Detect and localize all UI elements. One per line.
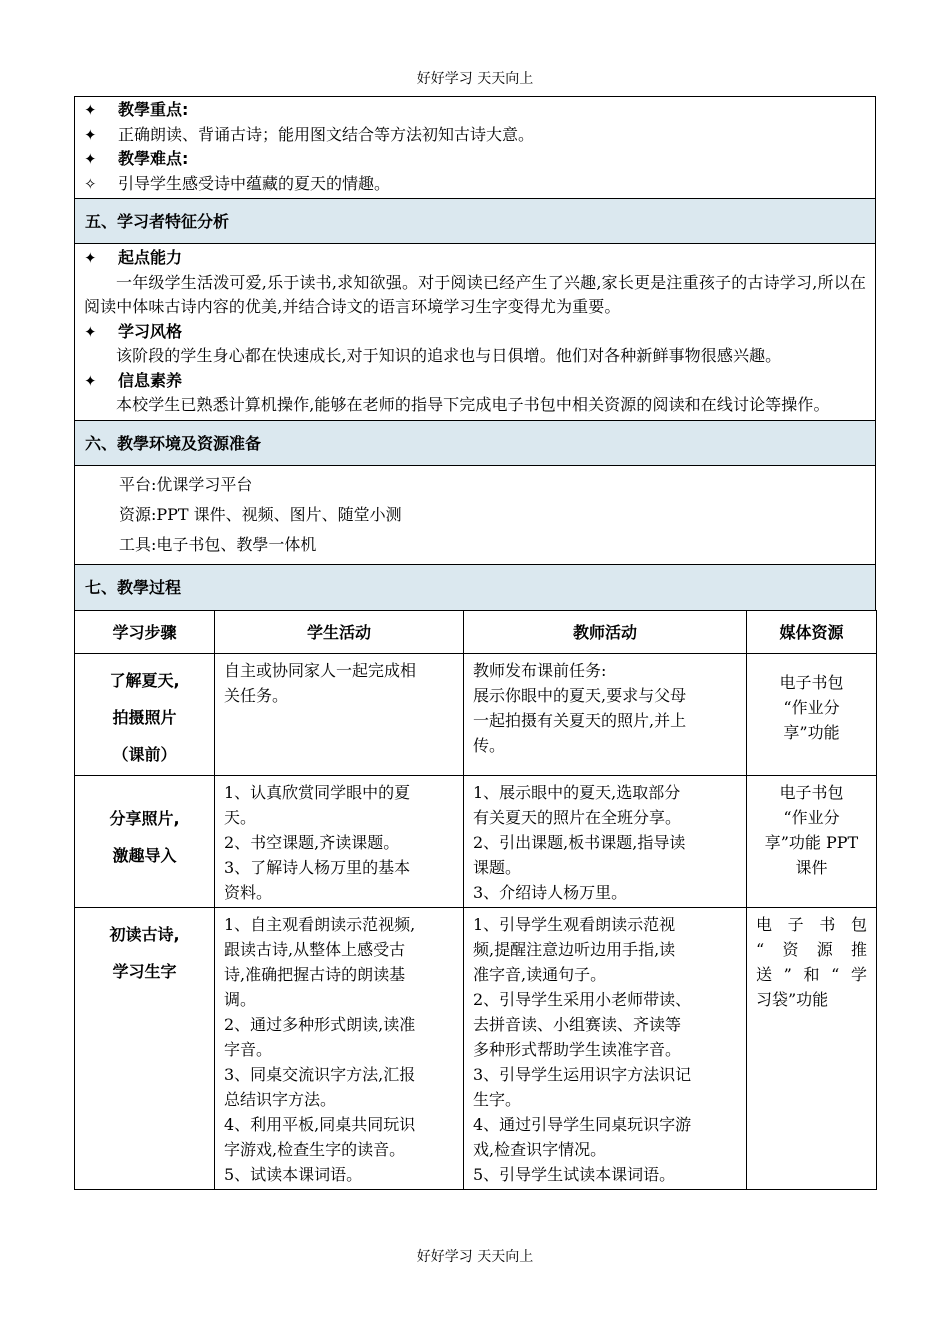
teacher-line: 5、引导学生试读本课词语。 [473,1164,676,1184]
key-points-title: 教學重点: [118,100,189,119]
student-line: 诗,准确把握古诗的朗读基 [224,964,406,984]
student-line: 4、利用平板,同桌共同玩识 [224,1114,416,1134]
difficulty-title: 教學难点: [118,149,189,168]
step-line: 了解夏天, [109,670,180,690]
media-line: 电子书包 [779,782,844,802]
key-points-text: 正确朗读、背诵古诗；能用图文结合等方法初知古诗大意。 [118,124,535,144]
media-cell [747,907,877,1189]
diamond-icon: ✦ [84,150,97,168]
student-line: 关任务。 [224,685,289,705]
teacher-line: 1、展示眼中的夏天,选取部分 [473,782,681,802]
media-line: 享”功能 [783,722,840,742]
media-line: 享”功能 PPT [764,832,859,852]
difficulty-text: 引导学生感受诗中蕴藏的夏天的情趣。 [118,173,391,193]
lesson-plan-box [74,96,876,610]
student-cell [215,907,464,1189]
teacher-line: 频,提醒注意边听边用手指,读 [473,939,676,959]
resources-line: 资源:PPT 课件、视频、图片、随堂小测 [119,504,402,524]
section-5-title: 五、学习者特征分析 [75,199,875,244]
student-line: 字游戏,检查生字的读音。 [224,1139,406,1159]
media-line: “作业分 [783,697,840,717]
student-line: 3、了解诗人杨万里的基本 [224,857,411,877]
process-table [74,610,877,1190]
teacher-line: 课题。 [473,857,522,877]
info-title: 信息素养 [118,370,183,390]
student-line: 自主或协同家人一起完成相 [224,660,417,680]
step-line: （课前） [112,744,177,764]
teacher-line: 2、引出课题,板书课题,指导读 [473,832,686,852]
step-line: 初读古诗, [109,924,180,944]
step-cell [75,775,215,907]
diamond-icon: ✦ [84,125,97,144]
teacher-line: 有关夏天的照片在全班分享。 [473,807,682,827]
media-line: “资源推 [756,939,867,959]
step-line: 激趣导入 [112,845,177,865]
teacher-cell [464,653,747,775]
page-header: 好好学习 天天向上 [416,71,534,87]
step-line: 分享照片, [109,808,180,828]
header-media: 媒体资源 [747,610,877,653]
student-line: 1、自主观看朗读示范视频, [224,914,416,934]
student-line: 天。 [224,807,257,827]
teacher-line: 教师发布课前任务: [473,660,607,680]
student-line: 总结识字方法。 [224,1089,337,1109]
media-line: 电子书包 [779,672,844,692]
student-line: 3、同桌交流识字方法,汇报 [224,1064,416,1084]
table-row [75,775,877,907]
page-footer: 好好学习 天天向上 [416,1249,534,1265]
style-text: 该阶段的学生身心都在快速成长,对于知识的追求也与日俱增。他们对各种新鲜事物很感兴趣。 [116,346,782,365]
teacher-line: 2、引导学生采用小老师带读、 [473,989,692,1009]
teacher-line: 展示你眼中的夏天,要求与父母 [473,685,687,705]
diamond-icon: ✦ [84,371,97,390]
student-line: 5、试读本课词语。 [224,1164,363,1184]
teacher-line: 3、引导学生运用识字方法识记 [473,1064,692,1084]
step-line: 拍摄照片 [112,707,177,727]
student-line: 2、书空课题,齐读课题。 [224,832,400,852]
media-line: “作业分 [783,807,840,827]
teacher-line: 戏,检查识字情况。 [473,1139,607,1159]
step-line: 学习生字 [112,961,177,981]
teacher-line: 多种形式帮助学生读准字音。 [473,1039,682,1059]
section-7-title: 七、教學过程 [75,565,875,610]
diamond-outline-icon: ✧ [84,174,97,193]
info-text: 本校学生已熟悉计算机操作,能够在老师的指导下完成电子书包中相关资源的阅读和在线讨论等操作。 [116,395,830,414]
student-line: 字音。 [224,1039,273,1059]
header-teacher: 教师活动 [464,610,747,653]
focus-block [75,97,875,199]
diamond-icon: ✦ [84,249,97,267]
teacher-cell [464,775,747,907]
media-cell [747,653,877,775]
student-cell [215,653,464,775]
diamond-icon: ✦ [84,101,97,119]
diamond-icon: ✦ [84,322,97,341]
student-line: 2、通过多种形式朗读,读准 [224,1014,416,1034]
media-line: 习袋”功能 [756,989,829,1009]
media-line: 电子书包 [756,914,867,934]
section-6-title: 六、教學环境及资源准备 [75,421,875,466]
step-cell [75,907,215,1189]
resources-block [75,466,875,565]
step-cell [75,653,215,775]
tools-line: 工具:电子书包、教學一体机 [119,534,317,554]
teacher-line: 4、通过引导学生同桌玩识字游 [473,1114,692,1134]
student-line: 资料。 [224,882,273,902]
teacher-line: 1、引导学生观看朗读示范视 [473,914,676,934]
ability-text: 一年级学生活泼可爱,乐于读书,求知欲强。对于阅读已经产生了兴趣,家长更是注重孩子的古诗学习,所以在阅读中体味古诗内容的优美,并结合诗文的语言环境学习生字变得尤为重要。 [84,272,866,316]
student-line: 跟读古诗,从整体上感受古 [224,939,406,959]
ability-title: 起点能力 [118,248,183,267]
lesson-plan-page [74,96,876,1190]
media-line: 课件 [795,857,828,877]
table-header-row [75,610,877,653]
teacher-cell [464,907,747,1189]
teacher-line: 传。 [473,735,506,755]
platform-line: 平台:优课学习平台 [119,474,253,494]
teacher-line: 3、介绍诗人杨万里。 [473,882,628,902]
style-title: 学习风格 [118,321,183,341]
table-row [75,907,877,1189]
student-cell [215,775,464,907]
learner-analysis [75,244,875,421]
student-line: 调。 [224,989,257,1009]
teacher-line: 一起拍摄有关夏天的照片,并上 [473,710,687,730]
teacher-line: 去拼音读、小组赛读、齐读等 [473,1014,682,1034]
header-student: 学生活动 [215,610,464,653]
media-line: 送”和“学 [756,964,867,984]
student-line: 1、认真欣赏同学眼中的夏 [224,782,411,802]
teacher-line: 准字音,读通句子。 [473,964,607,984]
media-cell [747,775,877,907]
header-step: 学习步骤 [75,610,215,653]
teacher-line: 生字。 [473,1089,522,1109]
table-row [75,653,877,775]
